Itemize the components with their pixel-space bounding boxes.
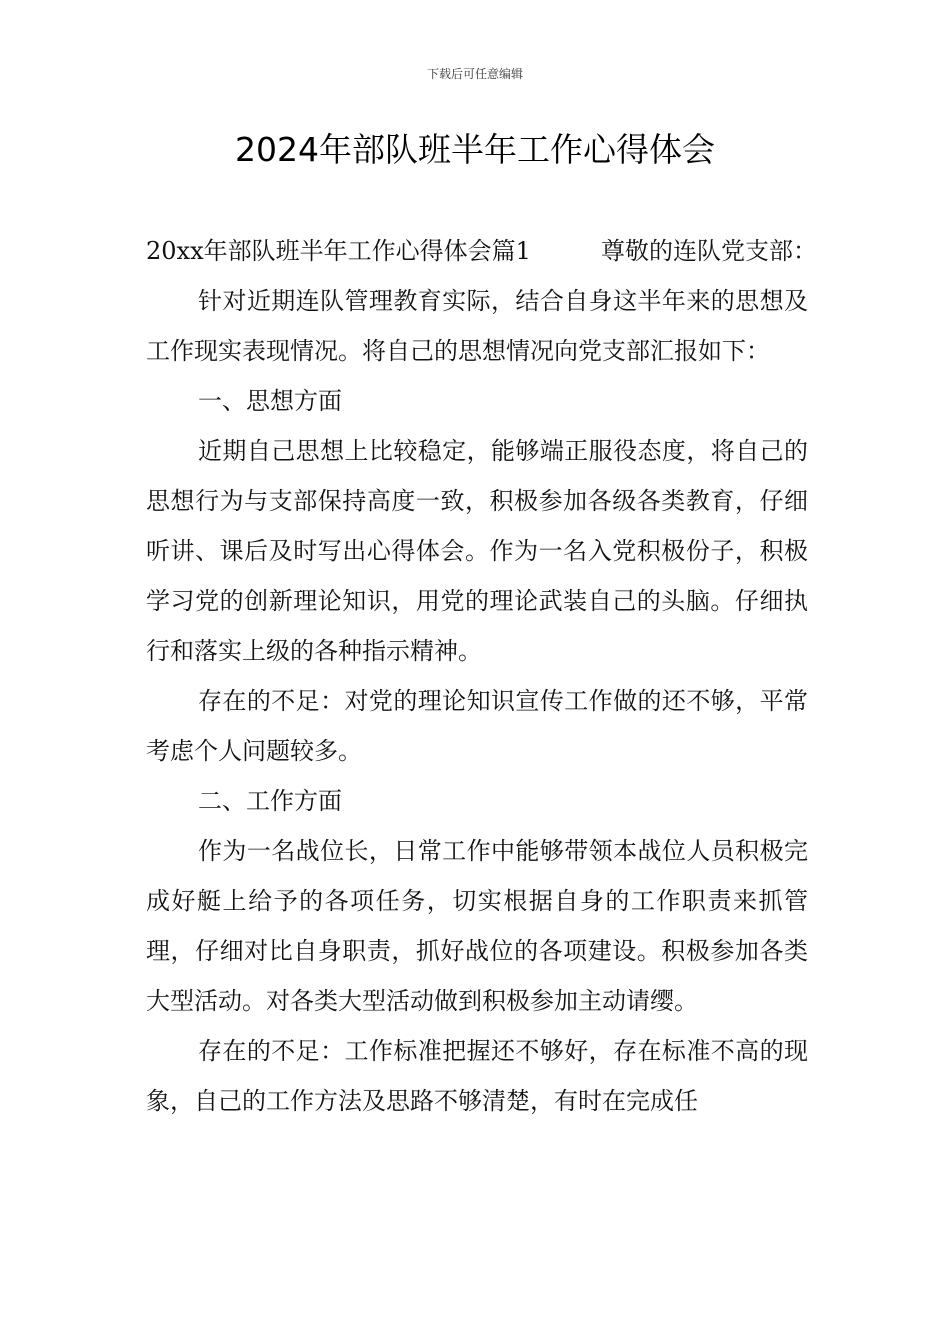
paragraph-thought-shortcoming: 存在的不足：对党的理论知识宣传工作做的还不够，平常考虑个人问题较多。	[146, 687, 808, 765]
lead-heading: 20xx年部队班半年工作心得体会篇1	[146, 237, 531, 265]
header-note: 下载后可任意编辑	[426, 67, 523, 81]
paragraph-work: 作为一名战位长，日常工作中能够带领本战位人员积极完成好艇上给予的各项任务，切实根据自身的工作职责来抓管理，仔细对比自身职责，抓好战位的各项建设。积极参加各类大型活动。对各类大型活动做到积极参加主动请缨。	[146, 837, 808, 1015]
paragraph-thought: 近期自己思想上比较稳定，能够端正服役态度，将自己的思想行为与支部保持高度一致，积极参加各级各类教育，仔细听讲、课后及时写出心得体会。作为一名入党积极份子，积极学习党的创新理论知识，用党的理论武装自己的头脑。仔细执行和落实上级的各种指示精神。	[146, 437, 808, 665]
section-heading-thought: 一、思想方面	[198, 387, 342, 415]
paragraph-work-shortcoming: 存在的不足：工作标准把握还不够好，存在标准不高的现象，自己的工作方法及思路不够清楚，有时在完成任	[146, 1037, 808, 1115]
document-title: 2024年部队班半年工作心得体会	[235, 130, 715, 169]
paragraph-intro: 针对近期连队管理教育实际，结合自身这半年来的思想及工作现实表现情况。将自己的思想情况向党支部汇报如下：	[146, 287, 808, 365]
lead-line	[146, 226, 817, 276]
salutation: 尊敬的连队党支部：	[601, 237, 817, 265]
document-body	[146, 226, 817, 1126]
section-heading-work: 二、工作方面	[198, 787, 342, 815]
